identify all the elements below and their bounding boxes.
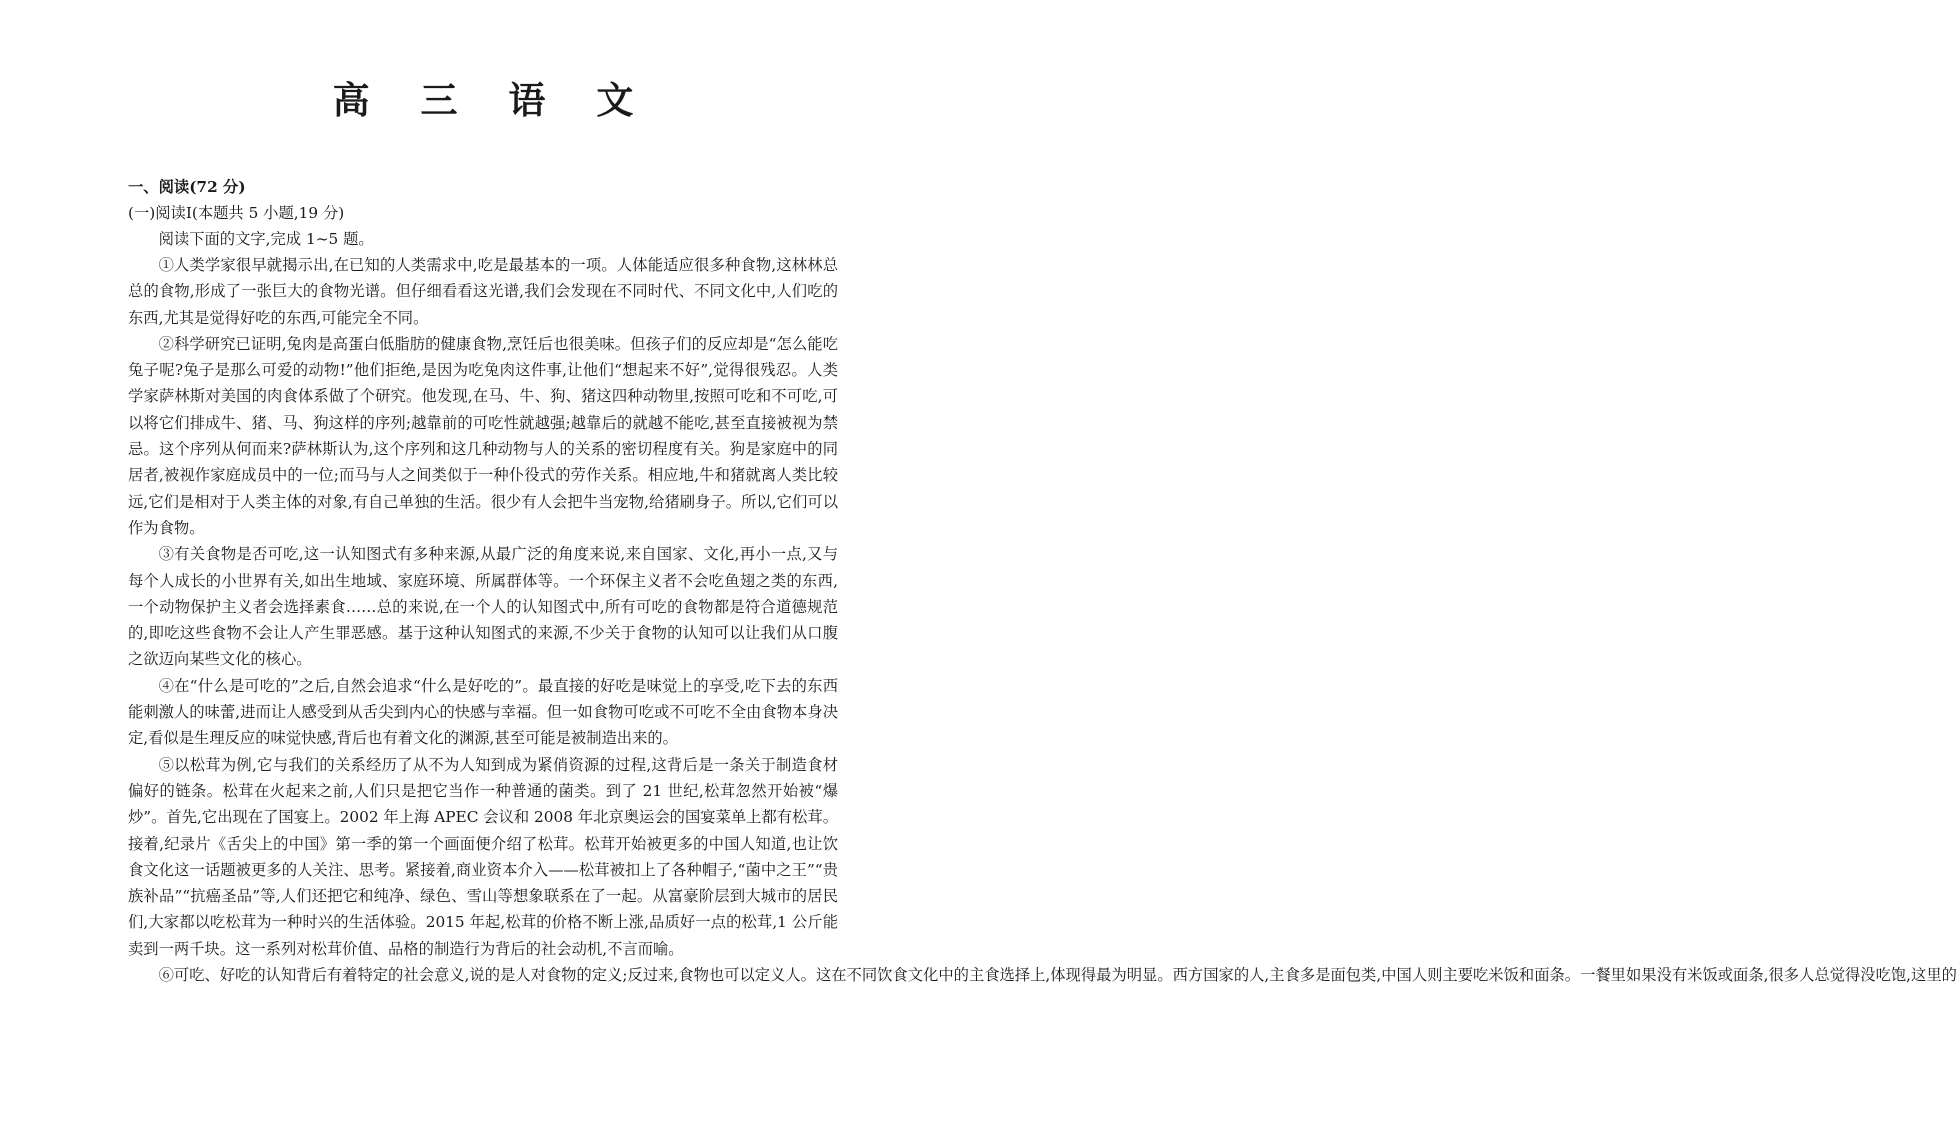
section-heading: 一、阅读(72 分): [128, 178, 246, 196]
passage: [128, 252, 1957, 988]
passage-paragraph-6: ⑥可吃、好吃的认知背后有着特定的社会意义,说的是人对食物的定义;反过来,食物也可以定义人。这在不同饮食文化中的主食选择上,体现得最为明显。西方国家的人,主食多是面包类,中国人则主要吃米饭和面条。一餐里如果没有米饭或面条,很多人总觉得没吃饱,这里的: [158, 966, 1957, 985]
page-title: 高 三 语 文: [332, 79, 653, 122]
reading-instruction: 阅读下面的文字,完成 1~5 题。: [158, 230, 374, 248]
passage-paragraph-2: ②科学研究已证明,兔肉是高蛋白低脂肪的健康食物,烹饪后也很美味。但孩子们的反应却是“怎么能吃兔子呢?兔子是那么可爱的动物!”他们拒绝,是因为吃兔肉这件事,让他们“想起来不好”,觉得很残忍。人类学家萨林斯对美国的肉食体系做了个研究。他发现,在马、牛、狗、猪这四种动物里,按照可吃和不可吃,可以将它们排成牛、猪、马、狗这样的序列;越靠前的可吃性就越强;越靠后的就越不能吃,甚至直接被视为禁忌。这个序列从何而来?萨林斯认为,这个序列和这几种动物与人的关系的密切程度有关。狗是家庭中的同居者,被视作家庭成员中的一位;而马与人之间类似于一种仆役式的劳作关系。相应地,牛和猪就离人类比较远,它们是相对于人类主体的对象,有自己单独的生活。很少有人会把牛当宠物,给猪刷身子。所以,它们可以作为食物。: [128, 334, 838, 537]
subsection-heading: (一)阅读Ⅰ(本题共 5 小题,19 分): [128, 204, 345, 222]
passage-paragraph-1: ①人类学家很早就揭示出,在已知的人类需求中,吃是最基本的一项。人体能适应很多种食物,这林林总总的食物,形成了一张巨大的食物光谱。但仔细看看这光谱,我们会发现在不同时代、不同文化中,人们吃的东西,尤其是觉得好吃的东西,可能完全不同。: [128, 256, 838, 327]
passage-paragraph-5: ⑤以松茸为例,它与我们的关系经历了从不为人知到成为紧俏资源的过程,这背后是一条关于制造食材偏好的链条。松茸在火起来之前,人们只是把它当作一种普通的菌类。到了 21 世纪,松茸忽然开始被“爆炒”。首先,它出现在了国宴上。2002 年上海 APEC 会议和 2008 年北京奥运会的国宴菜单上都有松茸。接着,纪录片《舌尖上的中国》第一季的第一个画面便介绍了松茸。松茸开始被更多的中国人知道,也让饮食文化这一话题被更多的人关注、思考。紧接着,商业资本介入——松茸被扣上了各种帽子,“菌中之王”“贵族补品”“抗癌圣品”等,人们还把它和纯净、绿色、雪山等想象联系在了一起。从富豪阶层到大城市的居民们,大家都以吃松茸为一种时兴的生活体验。2015 年起,松茸的价格不断上涨,品质好一点的松茸,1 公斤能卖到一两千块。这一系列对松茸价值、品格的制造行为背后的社会动机,不言而喻。: [128, 755, 838, 958]
passage-paragraph-3: ③有关食物是否可吃,这一认知图式有多种来源,从最广泛的角度来说,来自国家、文化,再小一点,又与每个人成长的小世界有关,如出生地域、家庭环境、所属群体等。一个环保主义者不会吃鱼翅之类的东西,一个动物保护主义者会选择素食……总的来说,在一个人的认知图式中,所有可吃的食物都是符合道德规范的,即吃这些食物不会让人产生罪恶感。基于这种认知图式的来源,不少关于食物的认知可以让我们从口腹之欲迈向某些文化的核心。: [128, 545, 838, 669]
passage-paragraph-4: ④在“什么是可吃的”之后,自然会追求“什么是好吃的”。最直接的好吃是味觉上的享受,吃下去的东西能刺激人的味蕾,进而让人感受到从舌尖到内心的快感与幸福。但一如食物可吃或不可吃不全由食物本身决定,看似是生理反应的味觉快感,背后也有着文化的渊源,甚至可能是被制造出来的。: [128, 676, 838, 748]
